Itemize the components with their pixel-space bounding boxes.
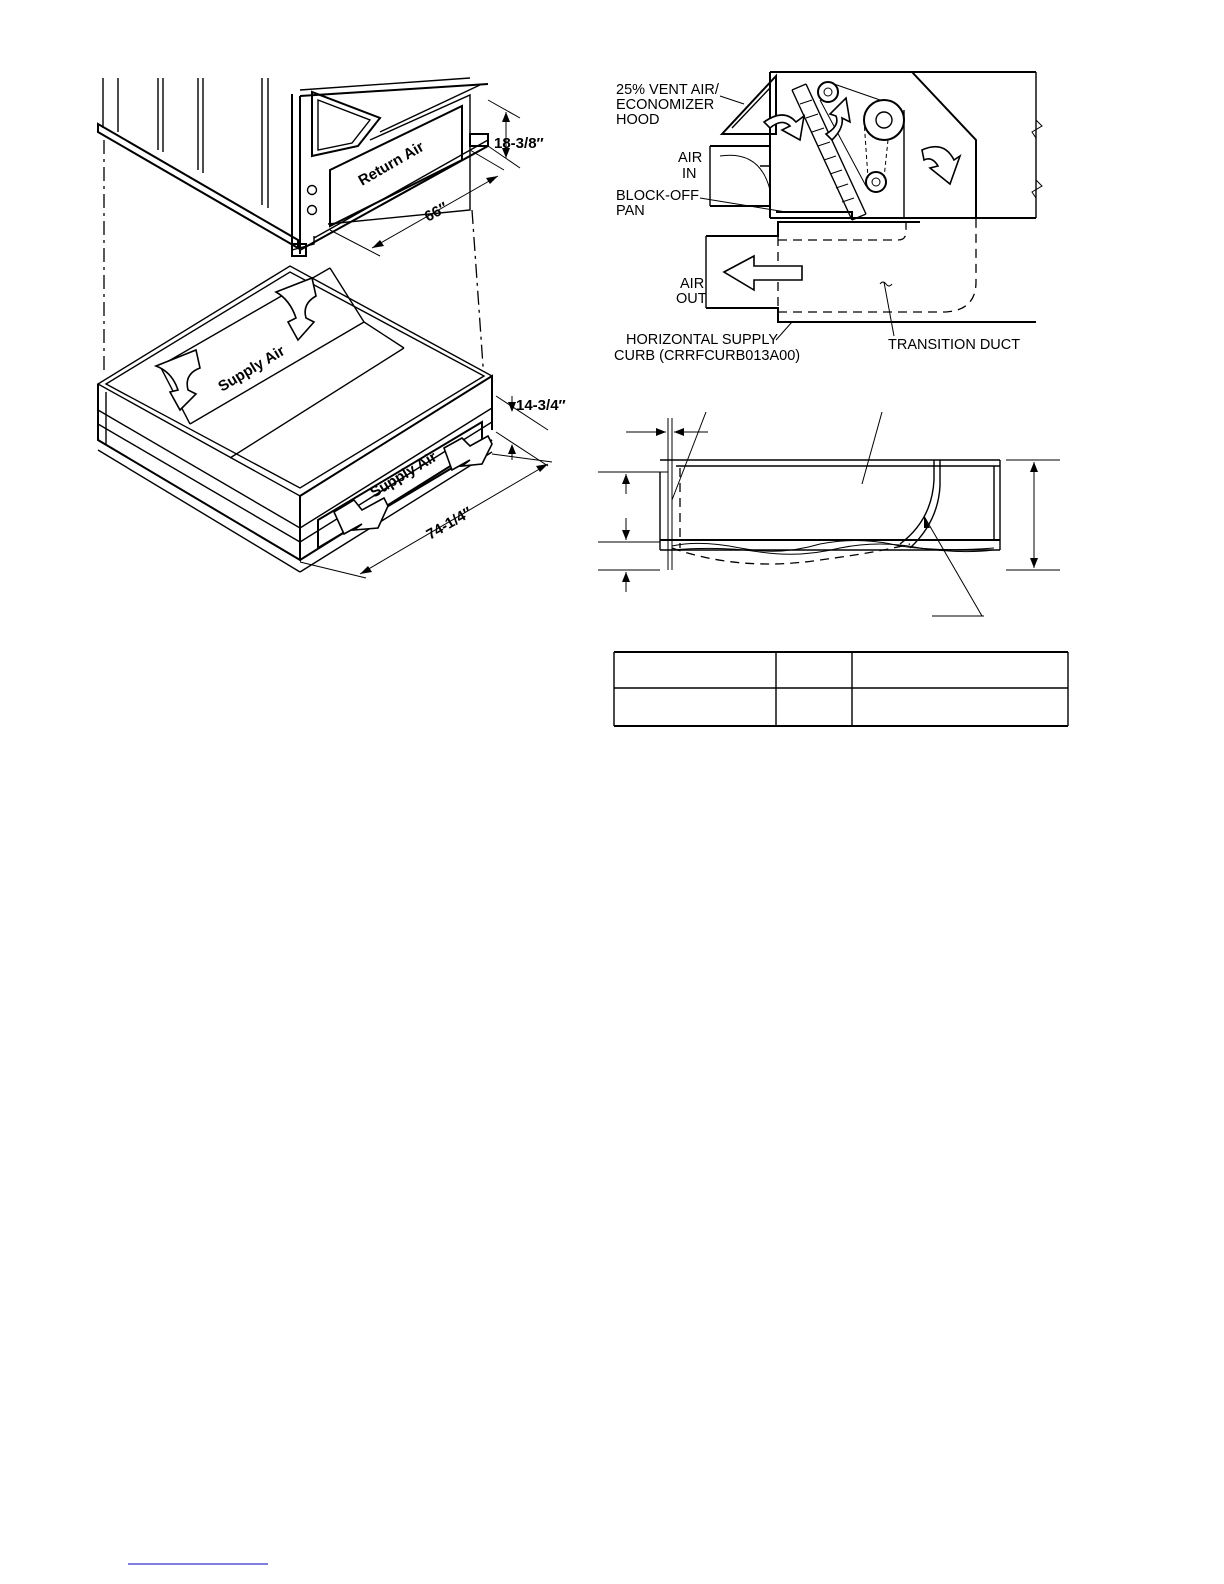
dimension-table xyxy=(614,652,1068,726)
section-dimension-drawing xyxy=(598,412,1060,616)
supply-air-top-label: Supply Air xyxy=(215,342,288,396)
curb-label-1: HORIZONTAL SUPPLY xyxy=(626,332,779,348)
air-out-label-2: OUT xyxy=(676,291,707,307)
air-out-label-1: AIR xyxy=(680,276,705,292)
transition-duct-label: TRANSITION DUCT xyxy=(888,337,1021,353)
supply-air-side-label: Supply Air xyxy=(367,448,440,502)
dim-unit-height xyxy=(488,100,544,168)
air-in-label-2: IN xyxy=(682,166,697,182)
knockout-circle-icon xyxy=(308,206,317,215)
left-isometric-figure xyxy=(98,78,566,578)
down-curl-arrow-icon xyxy=(922,147,960,184)
knockout-circle-icon xyxy=(308,186,317,195)
dim-unit-width xyxy=(330,150,504,256)
dim-width-unit-label: 66″ xyxy=(421,199,451,226)
dim-height-unit-label: 18-3/8″ xyxy=(494,135,544,152)
right-section-figure xyxy=(614,72,1042,364)
block-off-label-1: BLOCK-OFF xyxy=(616,188,699,204)
dim-height-curb-label: 14-3/4″ xyxy=(516,397,566,414)
vent-hood-label-2: ECONOMIZER xyxy=(616,97,715,113)
vent-hood-label-3: HOOD xyxy=(616,112,660,128)
vent-hood-label-1: 25% VENT AIR/ xyxy=(616,82,719,98)
air-out-arrow-icon xyxy=(724,256,802,290)
rooftop-unit xyxy=(98,78,488,256)
alignment-line-right xyxy=(472,210,484,380)
motor-pulley-icon xyxy=(864,100,904,140)
curb-label-2: CURB (CRRFCURB013A00) xyxy=(614,348,801,364)
pulley-icon xyxy=(818,82,838,102)
air-in-label-1: AIR xyxy=(678,150,703,166)
block-off-label-2: PAN xyxy=(616,203,645,219)
dim-length-curb-label: 74-1/4″ xyxy=(423,503,476,544)
return-air-label: Return Air xyxy=(355,138,428,190)
pulley-icon xyxy=(866,172,886,192)
